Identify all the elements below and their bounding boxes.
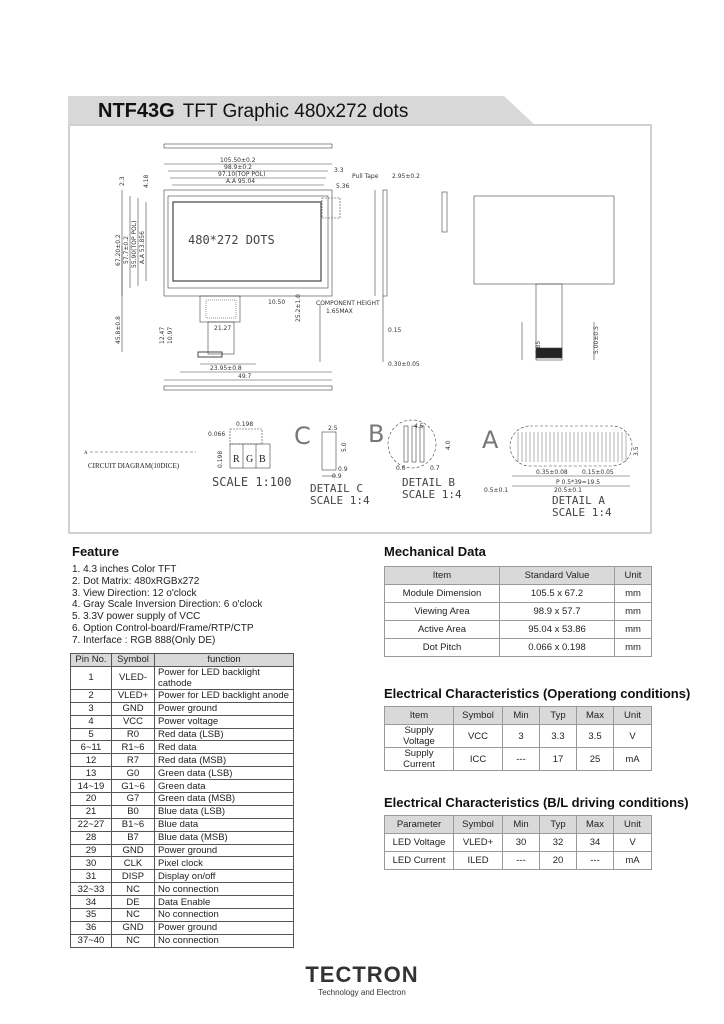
bl-row-cell: VLED+ [454,834,503,852]
mech-row-cell: mm [615,639,652,657]
pin-row-cell: 20 [71,793,112,806]
pin-row-cell: B7 [112,831,155,844]
mechanical-title: Mechanical Data [384,544,486,559]
pin-row-cell: R0 [112,728,155,741]
mech-row-cell: mm [615,585,652,603]
pin-row-cell: 12 [71,754,112,767]
feature-item: 1. 4.3 inches Color TFT [72,564,177,575]
bl-row-cell: ILED [454,852,503,870]
detail-a-letter: A [482,426,499,454]
elec-row-cell: V [614,725,652,748]
rgb-r: R [233,454,240,465]
pin-row [71,831,294,844]
elec-row-cell: 3 [503,725,540,748]
mech-row [385,603,652,621]
pin-row-cell: 31 [71,870,112,883]
elec-header: Typ [540,707,577,725]
pin-row-cell: DISP [112,870,155,883]
pin-row-cell: Power ground [155,702,294,715]
dim-23-95: 23.95±0.8 [210,365,242,372]
page-title [98,100,408,123]
dim-2-95: 2.95±0.2 [392,173,420,180]
dim-17-85: 17.85 [535,340,542,358]
pin-row-cell: No connection [155,934,294,947]
pin-row-cell: DE [112,896,155,909]
dim-c-50: 5.0 [341,442,348,452]
pin-row-cell: GND [112,702,155,715]
pin-row-cell: Power for LED backlight cathode [155,666,294,689]
dim-viewing-width: 98.9±0.2 [224,164,252,171]
mechanical-table [384,566,652,657]
dim-pol-width: 97.10(TOP POL) [218,171,266,178]
tectron-logo [300,964,424,997]
pin-row [71,909,294,922]
bl-header: Min [503,816,540,834]
dim-c-09a: 0.9 [338,466,348,473]
pin-row-cell: VLED+ [112,689,155,702]
pin-row-cell: NC [112,909,155,922]
elec-header: Max [577,707,614,725]
dim-rgb-0198-side: 0.198 [217,450,224,468]
pin-header: Pin No. [71,654,112,667]
bl-row-cell: V [614,834,652,852]
mech-header: Item [385,567,500,585]
pin-row [71,666,294,689]
pin-row-cell: G7 [112,793,155,806]
component-height-label: COMPONENT HEIGHT [316,300,380,307]
bl-row-cell: --- [577,852,614,870]
bl-header: Unit [614,816,652,834]
detail-c-shape [322,432,336,470]
circuit-diagram-label: CIRCUIT DIAGRAM(10DICE) [88,462,180,470]
dim-a-035: 0.35±0.08 [536,469,568,476]
dim-outline-height: 67.20±0.2 [115,234,122,266]
pin-row [71,934,294,947]
pin-row-cell: GND [112,844,155,857]
dim-b-07: 0.7 [430,465,440,472]
pin-row-cell: 35 [71,909,112,922]
dim-a-20-5: 20.5±0.1 [554,487,582,494]
pin-row-cell: 28 [71,831,112,844]
pin-row-cell: Red data [155,741,294,754]
pin-row-cell: 22~27 [71,818,112,831]
mech-row-cell: Viewing Area [385,603,500,621]
mech-header: Unit [615,567,652,585]
backlight-table [384,815,652,870]
dim-45-8: 45.8±0.8 [115,316,122,344]
pin-row-cell: R1~6 [112,741,155,754]
mech-row [385,585,652,603]
pin-row-cell: NC [112,883,155,896]
pin-row-cell: CLK [112,857,155,870]
detail-c-title: DETAIL C [310,482,363,495]
elec-row-cell: 25 [577,748,614,771]
dim-5-36: 5.36 [336,183,350,190]
dim-0-30: 0.30±0.05 [388,361,420,368]
pin-header: Symbol [112,654,155,667]
dim-25-2: 25.2±1.0 [295,294,302,322]
dim-c-09b: 0.9 [332,473,342,480]
pin-row-cell: G1~6 [112,780,155,793]
dim-49-7: 49.7 [238,373,252,380]
bl-row-cell: mA [614,852,652,870]
component-max-label: 1.65MAX [326,308,353,315]
side-profile [442,192,447,232]
pin-row-cell: Red data (LSB) [155,728,294,741]
dim-0-15: 0.15 [388,327,402,334]
pin-row-cell: VCC [112,715,155,728]
detail-b-scale: SCALE 1:4 [402,488,462,501]
fpc-connector [198,352,222,357]
pin-row [71,702,294,715]
pin-row-cell: GND [112,921,155,934]
feature-item: 2. Dot Matrix: 480xRGBx272 [72,575,200,587]
bl-row-cell: LED Current [385,852,454,870]
elec-header: Unit [614,707,652,725]
pin-row-cell: 29 [71,844,112,857]
elec-header: Symbol [454,707,503,725]
pin-row-cell: G0 [112,767,155,780]
bl-header: Symbol [454,816,503,834]
pin-row [71,715,294,728]
pin-row-cell: VLED- [112,666,155,689]
elec-row-cell: mA [614,748,652,771]
pin-row-cell: 36 [71,921,112,934]
mech-row-cell: Active Area [385,621,500,639]
pin-row-cell: 34 [71,896,112,909]
pin-row [71,741,294,754]
pin-row [71,818,294,831]
mech-row-cell: 105.5 x 67.2 [500,585,615,603]
pin-row [71,844,294,857]
detail-c-letter: C [294,422,311,450]
mech-row-cell: mm [615,621,652,639]
pull-tape [322,198,340,218]
pin-row-cell: No connection [155,883,294,896]
pin-row-cell: 3 [71,702,112,715]
elec-header: Min [503,707,540,725]
dim-rgb-0066: 0.066 [208,431,226,438]
dim-outline-width: 105.50±0.2 [220,157,256,164]
dim-c-25: 2.5 [328,425,338,432]
backlight-title: Electrical Characteristics (B/L driving conditions) [384,795,689,810]
pin-row [71,728,294,741]
pin-row [71,896,294,909]
pin-row-cell: 4 [71,715,112,728]
feature-item: 7. Interface : RGB 888(Only DE) [72,634,216,646]
pin-row [71,689,294,702]
pin-row-cell: Power for LED backlight anode [155,689,294,702]
pin-row-cell: Pixel clock [155,857,294,870]
top-edge-view [164,144,332,148]
dim-21-27: 21.27 [214,325,232,332]
pin-row-cell: Green data [155,780,294,793]
dim-aa-width: A.A 95.04 [226,178,256,185]
elec-row-cell: Supply Voltage [385,725,454,748]
pin-row [71,793,294,806]
pin-row-cell: Blue data (MSB) [155,831,294,844]
pin-row-cell: 1 [71,666,112,689]
pin-row-cell: Blue data (LSB) [155,805,294,818]
dim-aa-height: A.A 53.856 [139,231,146,264]
elec-row-cell: VCC [454,725,503,748]
pin-row [71,767,294,780]
bl-row [385,834,652,852]
dim-pol-height: 55.90(TOP POL) [131,220,138,268]
dim-viewing-height: 57.7±0.2 [123,236,130,264]
pin-row [71,754,294,767]
feature-item: 6. Option Control-board/Frame/RTP/CTP [72,622,254,634]
mech-row-cell: 98.9 x 57.7 [500,603,615,621]
pin-row-cell: 37~40 [71,934,112,947]
pin-row-cell: 2 [71,689,112,702]
mechanical-drawing [68,124,652,534]
logo-tagline: Technology and Electron [318,988,406,997]
circuit-start-label: A [84,451,88,456]
pin-row [71,870,294,883]
pin-row [71,857,294,870]
bottom-edge-view [164,386,332,390]
dim-a-35: 3.5 [633,446,640,456]
mech-row-cell: 95.04 x 53.86 [500,621,615,639]
dim-2-3: 2.3 [119,176,126,186]
pin-row-cell: Green data (LSB) [155,767,294,780]
drawing-svg [70,126,650,532]
pin-row-cell: Power ground [155,844,294,857]
detail-b-title: DETAIL B [402,476,455,489]
bl-header: Typ [540,816,577,834]
detail-b-letter: B [368,420,385,448]
screen-resolution-label: 480*272 DOTS [188,233,275,247]
pin-row-cell: B0 [112,805,155,818]
back-view [474,196,614,284]
elec-row-cell: --- [503,748,540,771]
dim-b-45: 4.5 [414,423,424,430]
elec-row-cell: ICC [454,748,503,771]
pin-row-cell: 14~19 [71,780,112,793]
bl-row-cell: --- [503,852,540,870]
pin-row-cell: R7 [112,754,155,767]
pull-tape-label: Pull Tape [352,173,379,180]
pin-row-cell: 13 [71,767,112,780]
elec-header: Item [385,707,454,725]
pin-table [70,653,294,948]
model-description: TFT Graphic 480x272 dots [182,101,409,122]
dim-a-015: 0.15±0.05 [582,469,614,476]
bl-row-cell: 32 [540,834,577,852]
feature-item: 4. Gray Scale Inversion Direction: 6 o'clock [72,599,263,611]
elec-row-cell: 3.5 [577,725,614,748]
pin-row [71,921,294,934]
dim-10-97: 10.97 [167,326,174,344]
detail-c-scale: SCALE 1:4 [310,494,370,507]
elec-row [385,725,652,748]
mech-row [385,639,652,657]
bl-row-cell: 34 [577,834,614,852]
bl-row-cell: LED Voltage [385,834,454,852]
dim-4-18: 4.18 [143,174,150,188]
bl-header: Max [577,816,614,834]
feature-item: 5. 3.3V power supply of VCC [72,611,201,623]
pin-row [71,805,294,818]
pin-row-cell: Data Enable [155,896,294,909]
pin-row-cell: 6~11 [71,741,112,754]
pin-row-cell: 21 [71,805,112,818]
dim-b-40: 4.0 [445,440,452,450]
mech-row [385,621,652,639]
rgb-g: G [246,454,254,465]
pin-row-cell: B1~6 [112,818,155,831]
pin-row-cell: No connection [155,909,294,922]
pin-row-cell: Display on/off [155,870,294,883]
feature-item: 3. View Direction: 12 o'clock [72,587,197,599]
elec-row-cell: 3.3 [540,725,577,748]
bl-row-cell: 30 [503,834,540,852]
detail-a-scale: SCALE 1:4 [552,506,612,519]
rgb-b: B [259,454,266,465]
dim-3-3: 3.3 [334,167,344,174]
bl-row [385,852,652,870]
pin-row-cell: Power ground [155,921,294,934]
detail-a-title: DETAIL A [552,494,605,507]
main-scale-label: SCALE 1:100 [212,475,292,489]
bl-row-cell: 20 [540,852,577,870]
feature-list [72,564,262,647]
feature-title: Feature [72,544,119,559]
elec-row [385,748,652,771]
dim-a-pitch: P 0.5*39=19.5 [556,479,601,486]
pin-row-cell: Red data (MSB) [155,754,294,767]
mech-header: Standard Value [500,567,615,585]
dim-rgb-0198: 0.198 [236,421,254,428]
pin-row-cell: NC [112,934,155,947]
pin-header: function [155,654,294,667]
mech-row-cell: mm [615,603,652,621]
model-name: NTF43G [98,100,175,122]
pin-row [71,780,294,793]
dim-b-06: 0.6 [396,465,406,472]
pin-row-cell: 30 [71,857,112,870]
dim-5-00: 5.00±0.5 [593,326,600,354]
side-view [383,190,387,296]
mech-row-cell: Dot Pitch [385,639,500,657]
dim-12-47: 12.47 [159,326,166,344]
mech-row-cell: Module Dimension [385,585,500,603]
electrical-table [384,706,652,771]
pin-row-cell: 32~33 [71,883,112,896]
elec-row-cell: 17 [540,748,577,771]
mech-row-cell: 0.066 x 0.198 [500,639,615,657]
detail-a-ellipse [510,426,632,466]
logo-name: TECTRON [305,962,419,987]
pin-row-cell: Power voltage [155,715,294,728]
pin-row-cell: Blue data [155,818,294,831]
pin-row-cell: 5 [71,728,112,741]
pin-row-cell: Green data (MSB) [155,793,294,806]
dim-10-50: 10.50 [268,299,286,306]
dim-a-0-5: 0.5±0.1 [484,487,509,494]
pin-row [71,883,294,896]
bl-header: Parameter [385,816,454,834]
elec-row-cell: Supply Current [385,748,454,771]
electrical-title: Electrical Characteristics (Operationg conditions) [384,686,691,701]
